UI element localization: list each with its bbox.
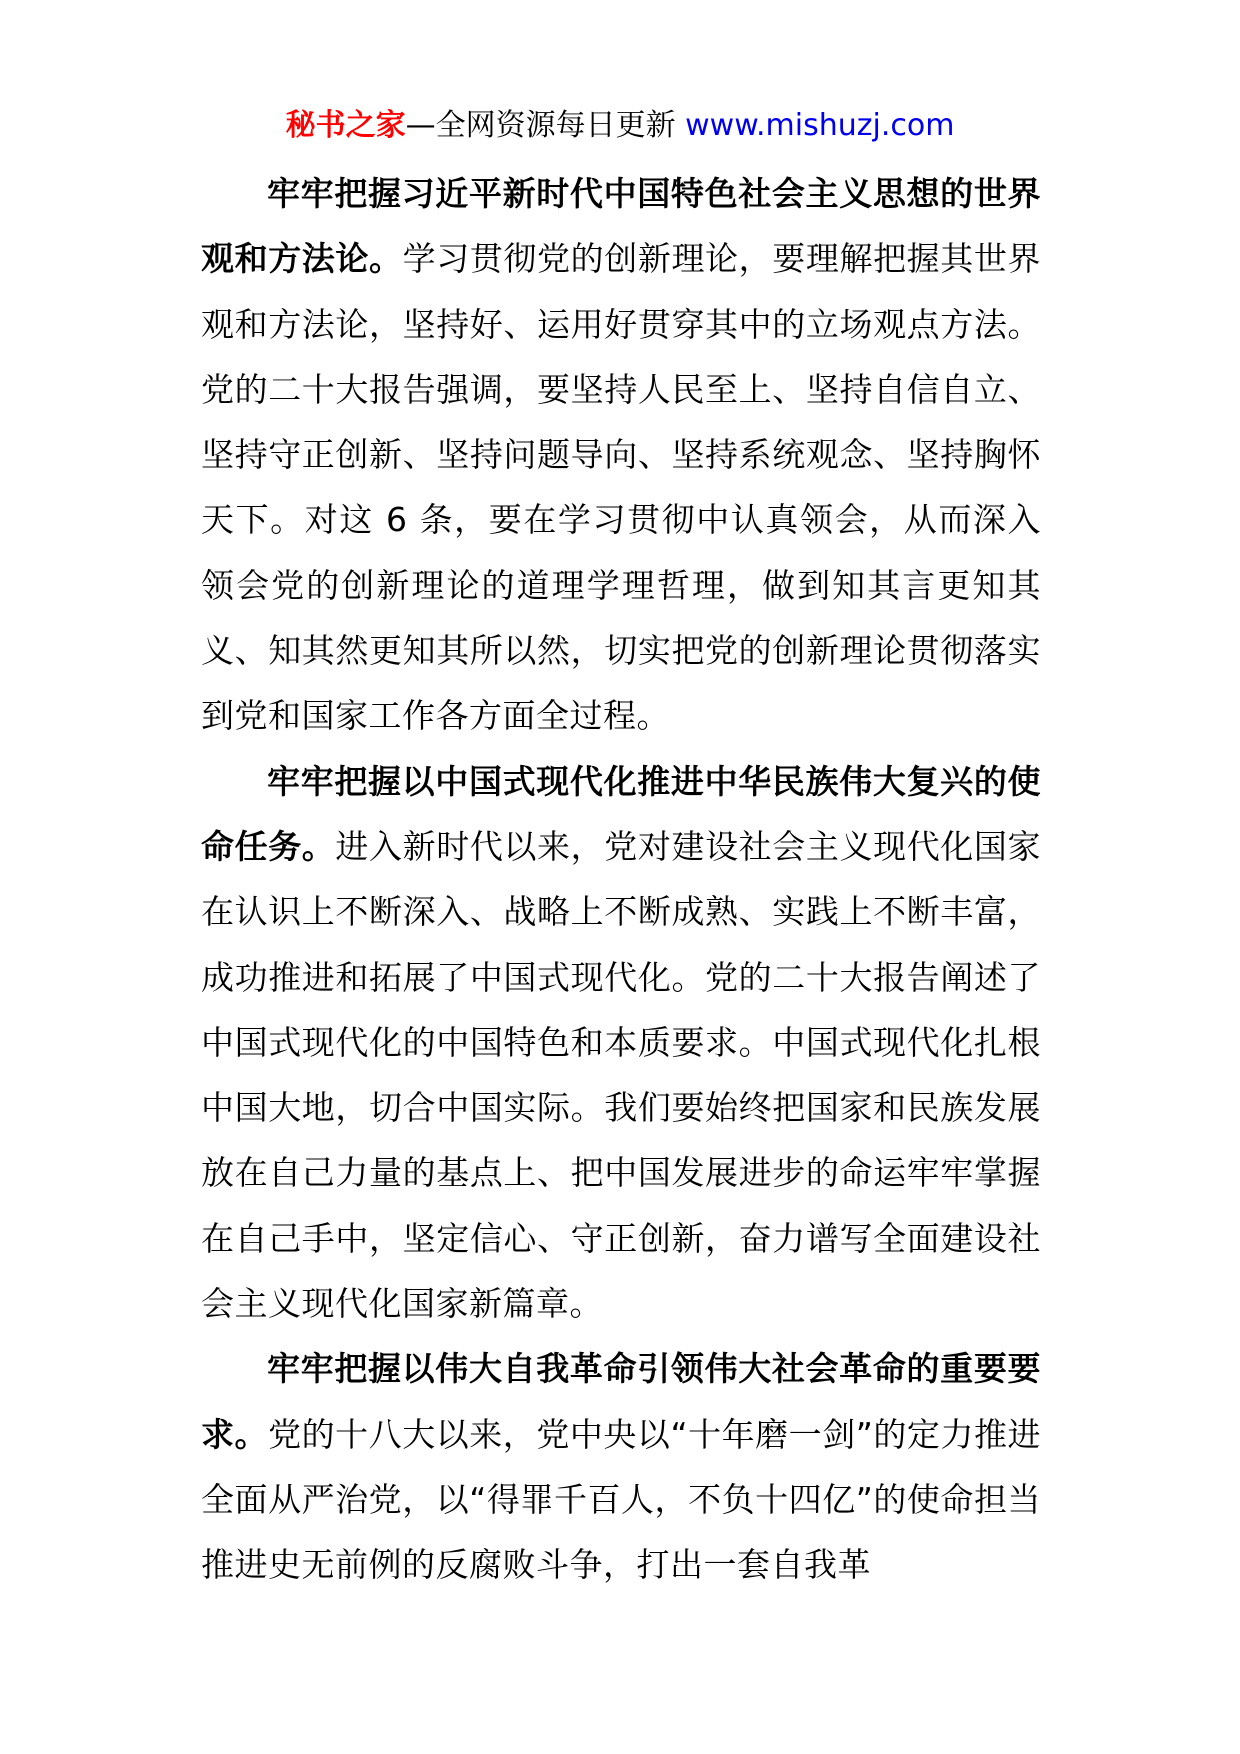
paragraph-heading: 牢牢把握以伟大自我革命引领伟大社会革命的重要要求。: [201, 1349, 1041, 1454]
paragraph-text: 进入新时代以来，党对建设社会主义现代化国家在认识上不断深入、战略上不断成熟、实践上不断丰富，成功推进和拓展了中国式现代化。党的二十大报告阐述了中国式现代化的中国特色和本质要求。中国式现代化扎根中国大地，切合中国实际。我们要始终把国家和民族发展放在自己力量的基点上、把中国发展进步的命运牢牢掌握在自己手中，坚定信心、守正创新，奋力谱写全面建设社会主义现代化国家新篇章。: [201, 826, 1042, 1324]
page-header: [0, 96, 1240, 156]
brand-name: 秘书之家: [285, 108, 406, 143]
site-url-link[interactable]: www.mishuzj.com: [685, 108, 955, 143]
paragraph-text: 党的十八大以来，党中央以“十年磨一剑”的定力推进全面从严治党，以“得罪千百人，不负十四亿”的使命担当推进史无前例的反腐败斗争，打出一套自我革: [201, 1414, 1042, 1585]
paragraph-heading: 牢牢把握习近平新时代中国特色社会主义思想的世界观和方法论。: [201, 174, 1041, 279]
paragraph-heading: 牢牢把握以中国式现代化推进中华民族伟大复兴的使命任务。: [201, 761, 1041, 866]
paragraph-modernization: [201, 749, 1041, 1337]
paragraph-self-revolution: [201, 1336, 1041, 1597]
header-slogan: —全网资源每日更新: [405, 108, 686, 143]
paragraph-text: 学习贯彻党的创新理论，要理解把握其世界观和方法论，坚持好、运用好贯穿其中的立场观点方法。党的二十大报告强调，要坚持人民至上、坚持自信自立、坚持守正创新、坚持问题导向、坚持系统观念、坚持胸怀天下。对这 6 条，要在学习贯彻中认真领会，从而深入领会党的创新理论的道理学理哲理，做到知其言更知其义、知其然更知其所以然，切实把党的创新理论贯彻落实到党和国家工作各方面全过程。: [201, 239, 1042, 736]
paragraph-worldview: [201, 161, 1041, 749]
document-body: [201, 161, 1041, 1598]
